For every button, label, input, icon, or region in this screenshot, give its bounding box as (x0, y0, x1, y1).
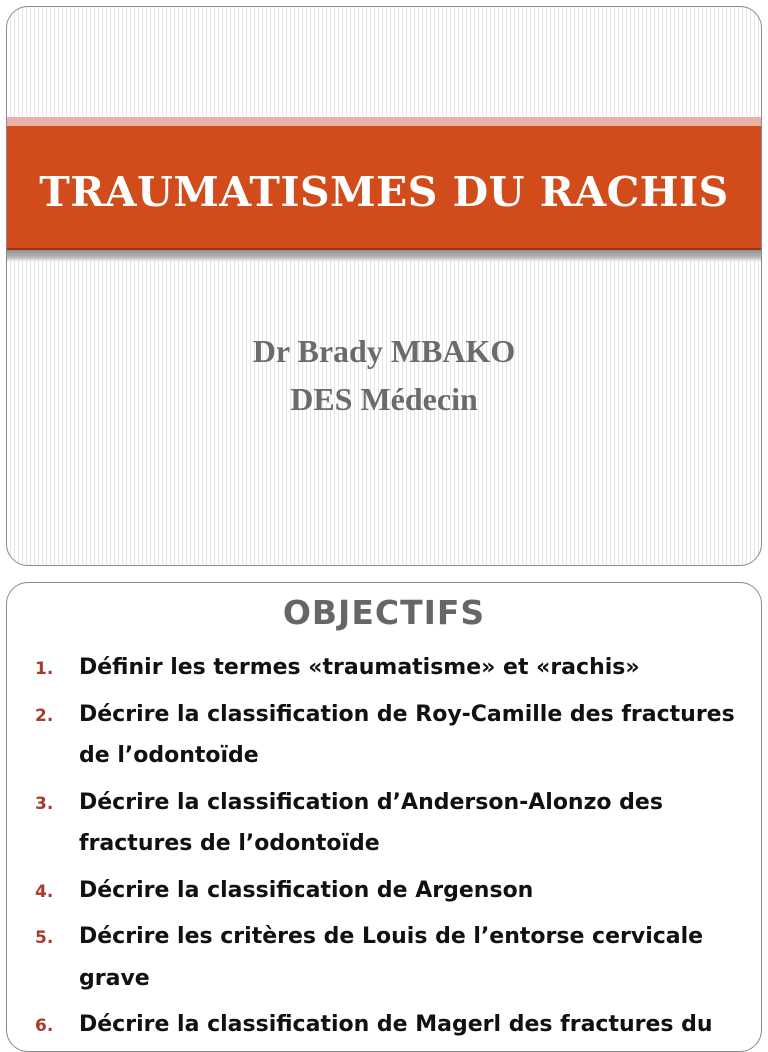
objective-item (7, 647, 761, 689)
objective-number: 6. (35, 1016, 54, 1036)
objective-text: Décrire la classification de Argenson (79, 877, 534, 903)
slide-title: TRAUMATISMES DU RACHIS (39, 168, 729, 216)
objective-text: Décrire la classification de Roy-Camille des fractures de l’odontoïde (79, 701, 735, 768)
objective-number: 1. (35, 659, 54, 679)
objective-item (7, 870, 761, 912)
objective-text: Décrire les critères de Louis de l’entorse cervicale grave (79, 924, 704, 991)
title-band-shadow (7, 250, 761, 262)
objective-item (7, 916, 761, 999)
author-role: DES Médecin (290, 381, 478, 417)
objective-item (7, 782, 761, 865)
title-slide (6, 6, 762, 566)
objective-item (7, 1004, 761, 1046)
author-name: Dr Brady MBAKO (252, 333, 516, 369)
objectives-title: OBJECTIFS (282, 593, 486, 632)
objective-text: Décrire la classification d’Anderson-Alonzo des fractures de l’odontoïde (79, 789, 663, 856)
objective-item (7, 694, 761, 777)
objective-text: Définir les termes «traumatisme» et «rachis» (79, 655, 640, 680)
objective-number: 3. (35, 793, 54, 814)
title-band-highlight (7, 117, 761, 126)
objective-number: 2. (35, 705, 54, 726)
objective-number: 4. (35, 881, 54, 902)
title-band (7, 126, 761, 250)
objectives-slide (6, 582, 762, 1052)
objective-text: Décrire la classification de Magerl des fractures du (79, 1012, 713, 1037)
subtitle-block (7, 327, 761, 423)
objectives-list (7, 647, 761, 1051)
objective-number: 5. (35, 928, 54, 948)
